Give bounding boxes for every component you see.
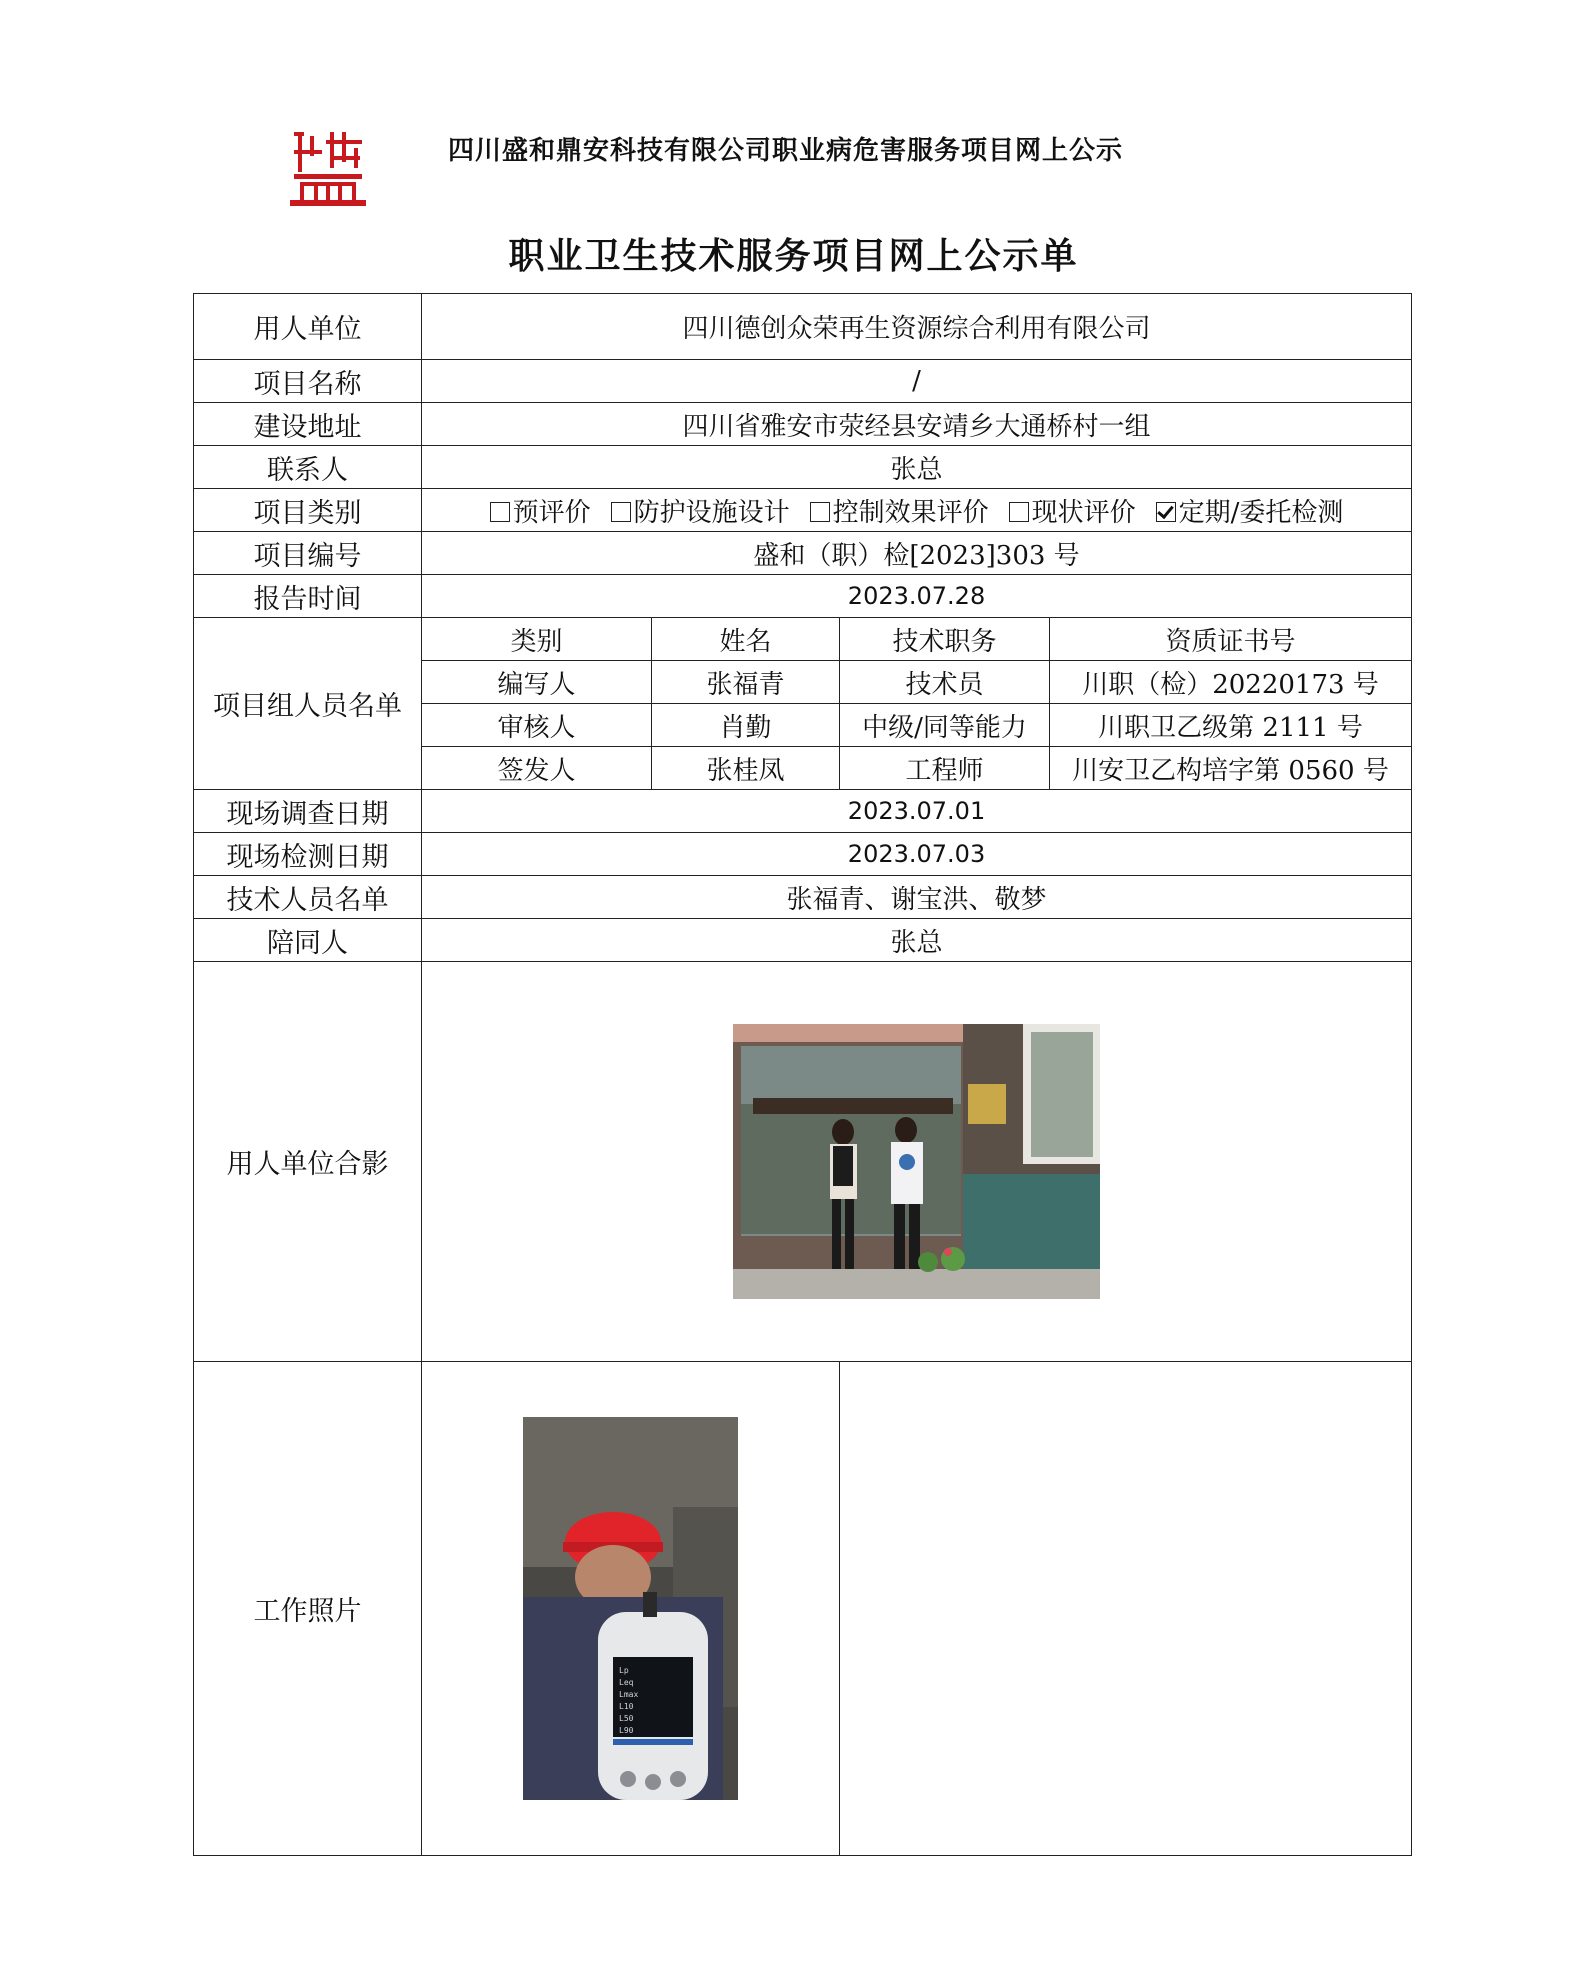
member-name: 张福青 xyxy=(652,661,840,704)
member-role: 签发人 xyxy=(422,747,652,790)
row-survey-date xyxy=(194,790,1412,833)
technicians-value: 张福青、谢宝洪、敬梦 xyxy=(422,876,1412,919)
test-date-value: 2023.07.03 xyxy=(422,833,1412,876)
row-contact xyxy=(194,446,1412,489)
group-photo-cell xyxy=(422,962,1412,1362)
group-photo-image xyxy=(733,1024,1100,1299)
member-cert: 川职（检）20220173 号 xyxy=(1050,661,1412,704)
row-group-photo xyxy=(194,962,1412,1362)
survey-date-label: 现场调查日期 xyxy=(194,790,422,833)
member-role: 编写人 xyxy=(422,661,652,704)
member-title: 技术员 xyxy=(840,661,1050,704)
work-photo-label: 工作照片 xyxy=(194,1362,422,1856)
report-time-value: 2023.07.28 xyxy=(422,575,1412,618)
company-logo xyxy=(290,128,366,208)
team-label: 项目组人员名单 xyxy=(194,618,422,790)
address-label: 建设地址 xyxy=(194,403,422,446)
project-name-value: / xyxy=(422,360,1412,403)
project-no-value: 盛和（职）检[2023]303 号 xyxy=(422,532,1412,575)
team-header-title: 技术职务 xyxy=(840,618,1050,661)
company-header-title: 四川盛和鼎安科技有限公司职业病危害服务项目网上公示 xyxy=(448,136,1124,166)
team-header-name: 姓名 xyxy=(652,618,840,661)
checkbox-checked-icon xyxy=(1156,502,1176,522)
category-options xyxy=(422,489,1412,532)
checkbox-icon xyxy=(611,502,631,522)
row-companion xyxy=(194,919,1412,962)
contact-label: 联系人 xyxy=(194,446,422,489)
meter-readout-line: Leq xyxy=(619,1678,634,1687)
meter-readout-line: L10 xyxy=(619,1702,634,1711)
companion-label: 陪同人 xyxy=(194,919,422,962)
member-name: 张桂凤 xyxy=(652,747,840,790)
row-report-time xyxy=(194,575,1412,618)
meter-readout-line: L90 xyxy=(619,1726,634,1735)
group-photo-label: 用人单位合影 xyxy=(194,962,422,1362)
employer-label: 用人单位 xyxy=(194,294,422,360)
meter-readout-line: Lp xyxy=(619,1666,629,1675)
row-category xyxy=(194,489,1412,532)
row-test-date xyxy=(194,833,1412,876)
project-name-label: 项目名称 xyxy=(194,360,422,403)
member-name: 肖勤 xyxy=(652,704,840,747)
row-technicians xyxy=(194,876,1412,919)
contact-value: 张总 xyxy=(422,446,1412,489)
technicians-label: 技术人员名单 xyxy=(194,876,422,919)
row-work-photo xyxy=(194,1362,1412,1856)
meter-readout-line: Lmax xyxy=(619,1690,639,1699)
survey-date-value: 2023.07.01 xyxy=(422,790,1412,833)
address-value: 四川省雅安市荥经县安靖乡大通桥村一组 xyxy=(422,403,1412,446)
test-date-label: 现场检测日期 xyxy=(194,833,422,876)
work-photo-empty-cell xyxy=(840,1362,1412,1856)
row-address xyxy=(194,403,1412,446)
category-option-status-evaluation[interactable]: 现状评价 xyxy=(1009,492,1136,529)
team-header-cert: 资质证书号 xyxy=(1050,618,1412,661)
category-label: 项目类别 xyxy=(194,489,422,532)
category-option-pre-evaluation[interactable]: 预评价 xyxy=(490,492,591,529)
work-photo-image xyxy=(523,1417,738,1800)
member-title: 中级/同等能力 xyxy=(840,704,1050,747)
row-employer xyxy=(194,294,1412,360)
member-title: 工程师 xyxy=(840,747,1050,790)
disclosure-form-table xyxy=(193,293,1412,1856)
report-time-label: 报告时间 xyxy=(194,575,422,618)
category-option-control-effect[interactable]: 控制效果评价 xyxy=(810,492,989,529)
project-no-label: 项目编号 xyxy=(194,532,422,575)
member-role: 审核人 xyxy=(422,704,652,747)
companion-value: 张总 xyxy=(422,919,1412,962)
checkbox-icon xyxy=(1009,502,1029,522)
row-project-name xyxy=(194,360,1412,403)
employer-value: 四川德创众荣再生资源综合利用有限公司 xyxy=(422,294,1412,360)
page-title: 职业卫生技术服务项目网上公示单 xyxy=(508,235,1079,277)
work-photo-cell xyxy=(422,1362,840,1856)
member-cert: 川职卫乙级第 2111 号 xyxy=(1050,704,1412,747)
checkbox-icon xyxy=(490,502,510,522)
checkbox-icon xyxy=(810,502,830,522)
row-team-header xyxy=(194,618,1412,661)
row-project-no xyxy=(194,532,1412,575)
team-header-role: 类别 xyxy=(422,618,652,661)
meter-readout-line: L50 xyxy=(619,1714,634,1723)
category-option-protection-design[interactable]: 防护设施设计 xyxy=(611,492,790,529)
member-cert: 川安卫乙构培字第 0560 号 xyxy=(1050,747,1412,790)
category-option-periodic-test[interactable]: 定期/委托检测 xyxy=(1156,492,1344,529)
